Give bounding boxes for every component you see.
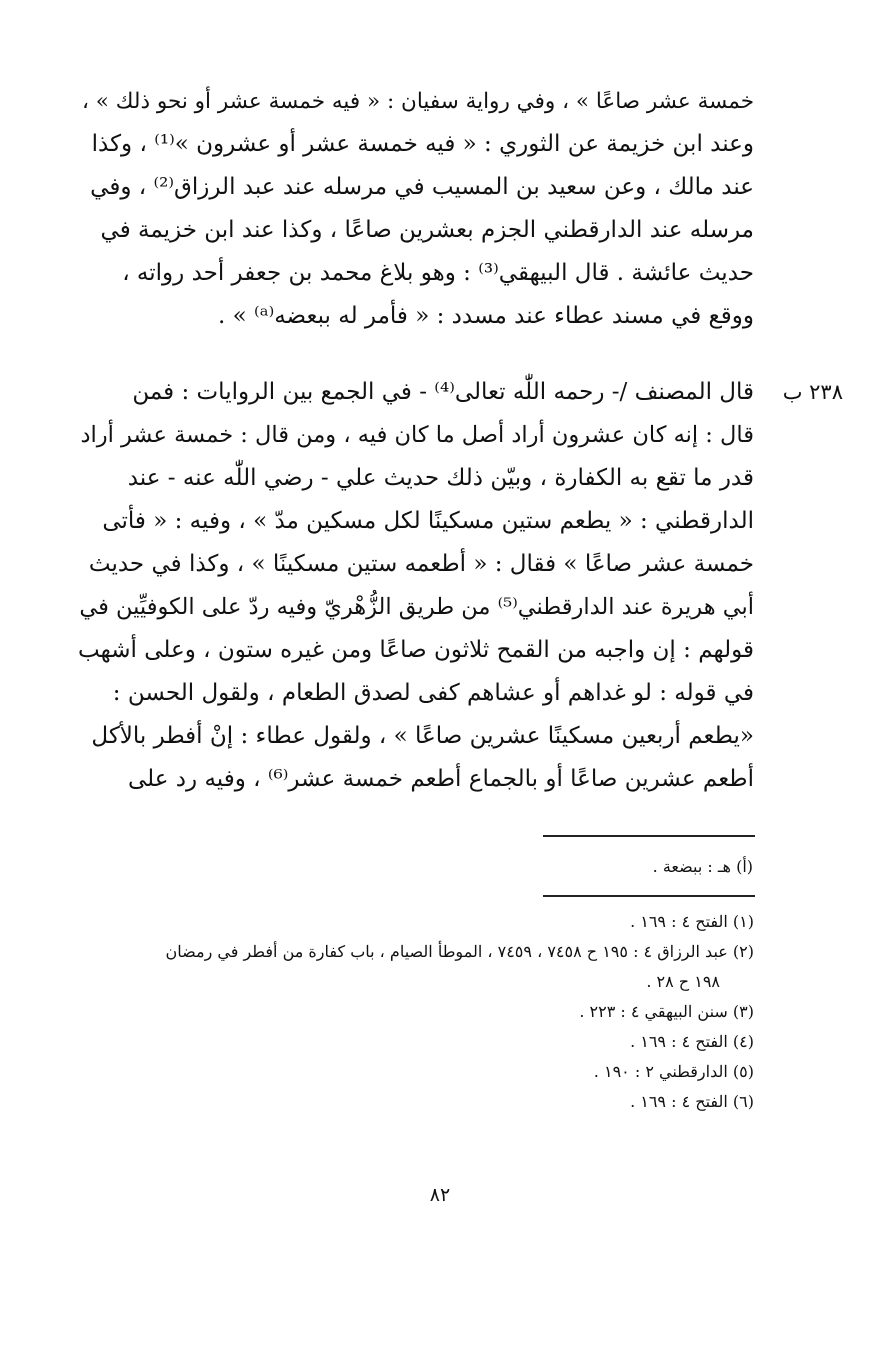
text-line: ووقع في مسند عطاء عند مسدد : « فأمر له ببعضه⁽ᵃ⁾ » . bbox=[218, 303, 754, 329]
text-line: «يطعم أربعين مسكينًا عشرين صاعًا » ، ولقول عطاء : إنْ أفطر بالأكل bbox=[91, 723, 754, 749]
text-line: قال المصنف /- رحمه اللّٰه تعالى⁽⁴⁾ - في الجمع بين الروايات : فمن bbox=[132, 379, 754, 405]
text-line: قدر ما تقع به الكفارة ، وبيّن ذلك حديث علي - رضي اللّٰه عنه - عند bbox=[127, 465, 754, 491]
footnote: (٦) الفتح ٤ : ١٦٩ . bbox=[630, 1092, 754, 1111]
footnote: (٤) الفتح ٤ : ١٦٩ . bbox=[630, 1032, 754, 1051]
footnote: (٣) سنن البيهقي ٤ : ٢٢٣ . bbox=[579, 1002, 754, 1021]
text-line: الدارقطني : « يطعم ستين مسكينًا لكل مسكين مدّ » ، وفيه : « فأتى bbox=[102, 508, 754, 534]
variant-reading-footnote: (أ) هـ : ببضعة . bbox=[652, 857, 753, 876]
footnote: (٢) عبد الرزاق ٤ : ١٩٥ ح ٧٤٥٨ ، ٧٤٥٩ ، الموطأ الصيام ، باب كفارة من أفطر في رمضان bbox=[165, 942, 754, 961]
manuscript-folio-reference: ٢٣٨ ب bbox=[782, 380, 843, 404]
text-line: قولهم : إن واجبه من القمح ثلاثون صاعًا ومن غيره ستون ، وعلى أشهب bbox=[78, 637, 754, 663]
text-line: أبي هريرة عند الدارقطني⁽⁵⁾ من طريق الزُّهْريّ وفيه ردّ على الكوفيِّين في bbox=[79, 594, 754, 620]
footnote: (١) الفتح ٤ : ١٦٩ . bbox=[630, 912, 754, 931]
text-line: عند مالك ، وعن سعيد بن المسيب في مرسله عند عبد الرزاق⁽²⁾ ، وفي bbox=[90, 174, 754, 200]
text-line: حديث عائشة . قال البيهقي⁽³⁾ : وهو بلاغ محمد بن جعفر أحد رواته ، bbox=[122, 260, 754, 286]
text-line: في قوله : لو غداهم أو عشاهم كفى لصدق الطعام ، ولقول الحسن : bbox=[112, 680, 754, 706]
text-line: مرسله عند الدارقطني الجزم بعشرين صاعًا ، وكذا عند ابن خزيمة في bbox=[100, 217, 754, 243]
footnote-continuation: ١٩٨ ح ٢٨ . bbox=[646, 972, 720, 991]
footnote-divider bbox=[543, 895, 755, 897]
footnote-divider bbox=[543, 835, 755, 837]
text-line: أطعم عشرين صاعًا أو بالجماع أطعم خمسة عشر⁽⁶⁾ ، وفيه رد على bbox=[127, 766, 754, 792]
paragraph-2 bbox=[74, 371, 754, 801]
page-number: ٨٢ bbox=[429, 1184, 451, 1206]
paragraph-1 bbox=[74, 80, 754, 338]
text-line: خمسة عشر صاعًا » فقال : « أطعمه ستين مسكينًا » ، وكذا في حديث bbox=[88, 551, 754, 577]
footnotes bbox=[80, 907, 754, 1117]
text-line: وعند ابن خزيمة عن الثوري : « فيه خمسة عشر أو عشرون »⁽¹⁾ ، وكذا bbox=[91, 131, 754, 157]
text-line: خمسة عشر صاعًا » ، وفي رواية سفيان : « فيه خمسة عشر أو نحو ذلك » ، bbox=[82, 89, 754, 114]
footnote: (٥) الدارقطني ٢ : ١٩٠ . bbox=[593, 1062, 754, 1081]
text-line: قال : إنه كان عشرون أراد أصل ما كان فيه ، ومن قال : خمسة عشر أراد bbox=[80, 422, 754, 448]
